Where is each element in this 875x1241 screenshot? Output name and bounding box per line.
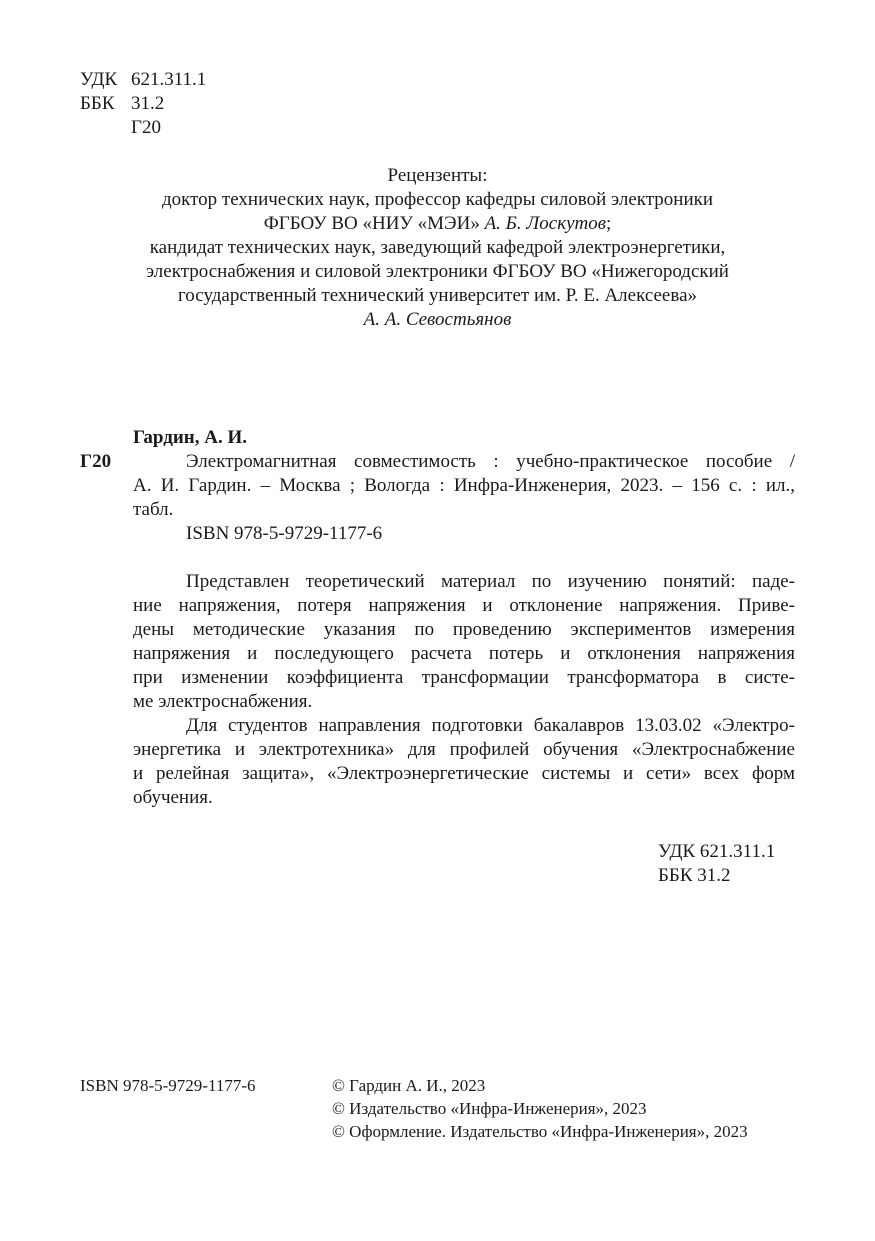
footer-isbn: ISBN 978-5-9729-1177-6 <box>80 1076 256 1095</box>
abstract-p2-line-2: энергетика и электротехника» для профилей обучения «Электроснабжение <box>133 739 795 760</box>
copyright-publisher: © Издательство «Инфра-Инженерия», 2023 <box>332 1099 647 1118</box>
author-mark: Г20 <box>131 117 161 138</box>
reviewer-2-line-3: государственный технический университет им. Р. Е. Алексеева» <box>177 285 698 306</box>
reviewer-2-line-1: кандидат технических наук, заведующий кафедрой электроэнергетики, <box>149 237 726 258</box>
bbk-label: ББК <box>80 93 115 114</box>
udk-label: УДК <box>80 69 118 90</box>
biblio-author: Гардин, А. И. <box>133 427 247 448</box>
abstract-p1-line-3: дены методические указания по проведению экспериментов измерения <box>133 619 795 640</box>
top-codes <box>80 68 206 140</box>
copyright-author: © Гардин А. И., 2023 <box>332 1076 486 1095</box>
classification-udk: УДК 621.311.1 <box>658 841 776 862</box>
abstract-p1-line-4: напряжения и последующего расчета потерь и отклонения напряжения <box>133 643 795 664</box>
reviewers-block <box>80 164 795 332</box>
reviewer-1-org: ФГБОУ ВО «НИУ «МЭИ» <box>263 213 485 234</box>
reviewer-1-name: А. Б. Лоскутов <box>484 213 606 234</box>
footer-copyrights <box>332 1074 748 1143</box>
biblio-line-3: табл. <box>133 499 174 520</box>
bbk-value: 31.2 <box>131 93 165 114</box>
abstract-p1-line-5: при изменении коэффициента трансформации трансформатора в систе- <box>133 667 795 688</box>
biblio-line-2: А. И. Гардин. – Москва ; Вологда : Инфра-Инженерия, 2023. – 156 с. : ил., <box>133 475 795 496</box>
classification-bbk: ББК 31.2 <box>658 865 731 886</box>
udk-value: 621.311.1 <box>131 69 207 90</box>
bbk-row <box>80 92 206 116</box>
reviewer-2-line-2: электроснабжения и силовой электроники ФГБОУ ВО «Нижегородский <box>146 261 729 282</box>
abstract-p1-line-1: Представлен теоретический материал по изучению понятий: паде- <box>186 571 795 592</box>
abstract-p1-line-2: ние напряжения, потеря напряжения и отклонение напряжения. Приве- <box>133 595 795 616</box>
biblio-isbn: ISBN 978-5-9729-1177-6 <box>186 523 383 544</box>
abstract-p1-line-6: ме электроснабжения. <box>133 691 313 712</box>
abstract-p2-line-4: обучения. <box>133 787 213 808</box>
biblio-mark: Г20 <box>80 451 112 472</box>
udk-row <box>80 68 206 92</box>
classification-block <box>658 840 775 888</box>
biblio-line-1: Электромагнитная совместимость : учебно-практическое пособие / <box>186 451 795 472</box>
reviewer-2-name: А. А. Севостьянов <box>363 309 512 330</box>
reviewer-1-line-1: доктор технических наук, профессор кафедры силовой электроники <box>161 189 714 210</box>
copyright-design: © Оформление. Издательство «Инфра-Инженерия», 2023 <box>332 1122 748 1141</box>
reviewer-1-line-2 <box>80 212 795 236</box>
abstract-p2-line-3: и релейная защита», «Электроэнергетические системы и сети» всех форм <box>133 763 795 784</box>
abstract-p2-line-1: Для студентов направления подготовки бакалавров 13.03.02 «Электро- <box>186 715 795 736</box>
reviewers-heading: Рецензенты: <box>387 165 488 186</box>
author-mark-row <box>80 116 206 140</box>
reviewer-1-suffix: ; <box>605 213 612 234</box>
